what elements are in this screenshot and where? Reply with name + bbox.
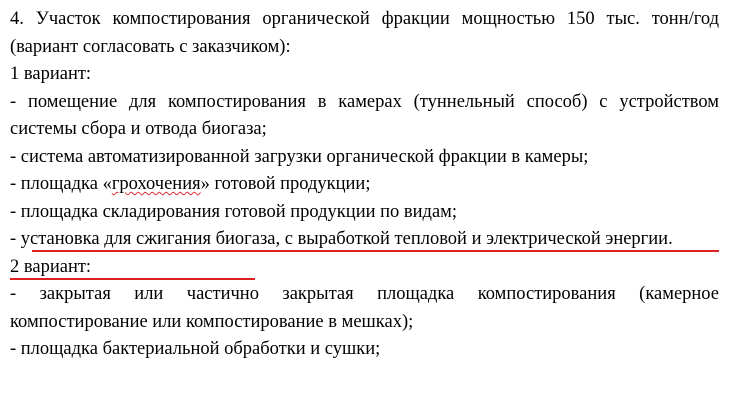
paragraph-item-4-heading: 4. Участок компостирования органической фракции мощностью 150 тыс. тонн/год (вариант согласовать с заказчиком): bbox=[10, 9, 719, 57]
red-underline-line-1 bbox=[32, 250, 719, 252]
paragraph-variant-1-label: 1 вариант: bbox=[10, 64, 92, 84]
paragraph-variant-2-label: 2 вариант: bbox=[10, 256, 92, 277]
paragraph-v2-bullet-1: - закрытая или частично закрытая площадка компостирования (камерное компостирование или компостирование в мешках); bbox=[10, 284, 719, 332]
paragraph-v1-bullet-4: - площадка складирования готовой продукции по видам; bbox=[10, 201, 458, 222]
paragraph-v1-bullet-3 bbox=[10, 171, 719, 199]
spellcheck-word: грохочения bbox=[111, 174, 201, 194]
bullet-suffix: » готовой продукции; bbox=[200, 174, 371, 194]
bullet-prefix: - площадка « bbox=[10, 174, 112, 194]
paragraph-v1-bullet-1: - помещение для компостирования в камерах (туннельный способ) с устройством системы сбора и отвода биогаза; bbox=[10, 91, 719, 139]
paragraph-v1-bullet-5: - установка для сжигания биогаза, с выработкой тепловой и электрической энергии. bbox=[10, 229, 673, 249]
paragraph-v2-bullet-2: - площадка бактериальной обработки и сушки; bbox=[10, 339, 381, 359]
paragraph-v1-bullet-2: - система автоматизированной загрузки органической фракции в камеры; bbox=[10, 146, 589, 167]
highlighted-block bbox=[10, 226, 719, 254]
